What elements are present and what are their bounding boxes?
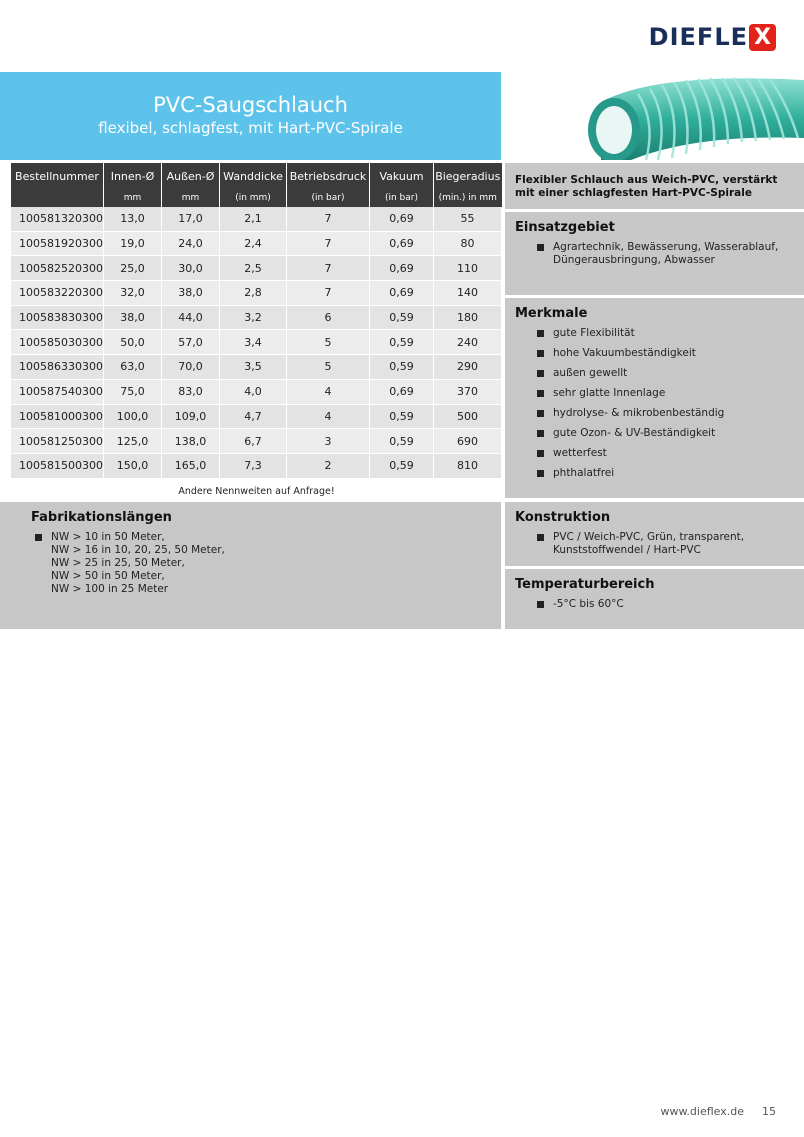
table-cell: 100581500300 (11, 453, 104, 478)
table-cell: 7 (287, 207, 370, 231)
table-cell: 240 (434, 330, 502, 355)
table-cell: 0,69 (370, 231, 434, 256)
table-cell: 100581920300 (11, 231, 104, 256)
table-cell: 100585030300 (11, 330, 104, 355)
intro-text: Flexibler Schlauch aus Weich-PVC, verstärkt mit einer schlagfesten Hart-PVC-Spirale (515, 174, 778, 199)
table-cell: 50,0 (104, 330, 162, 355)
table-cell: 100587540300 (11, 379, 104, 404)
table-cell: 7 (287, 256, 370, 281)
table-cell: 690 (434, 429, 502, 454)
table-cell: 109,0 (162, 404, 220, 429)
table-cell: 44,0 (162, 305, 220, 330)
table-row (11, 256, 502, 281)
table-row (11, 330, 502, 355)
table-cell: 4,7 (220, 404, 287, 429)
table-cell: 2 (287, 453, 370, 478)
table-cell: 7 (287, 231, 370, 256)
column-header: Wanddicke (in mm) (220, 163, 287, 207)
table-cell: 0,69 (370, 379, 434, 404)
intro-panel (505, 163, 804, 209)
table-cell: 100583220300 (11, 281, 104, 306)
green-spiral-hose-image (506, 72, 804, 160)
list-item: phthalatfrei (537, 467, 794, 480)
table-row (11, 453, 502, 478)
einsatz-title: Einsatzgebiet (515, 220, 615, 235)
table-cell: 57,0 (162, 330, 220, 355)
table-cell: 63,0 (104, 355, 162, 380)
column-header: Bestellnummer (11, 163, 104, 207)
fabrikation-title: Fabrikationslängen (31, 510, 172, 525)
table-cell: 38,0 (104, 305, 162, 330)
table-row (11, 231, 502, 256)
table-cell: 3 (287, 429, 370, 454)
table-cell: 7 (287, 281, 370, 306)
list-item: wetterfest (537, 447, 794, 460)
table-cell: 6 (287, 305, 370, 330)
table-cell: 2,5 (220, 256, 287, 281)
table-cell: 0,69 (370, 281, 434, 306)
table-cell: 0,59 (370, 305, 434, 330)
table-row (11, 429, 502, 454)
table-cell: 38,0 (162, 281, 220, 306)
table-cell: 3,5 (220, 355, 287, 380)
column-header: Innen-Ø mm (104, 163, 162, 207)
table-cell: 24,0 (162, 231, 220, 256)
fabrikation-panel (0, 502, 501, 629)
list-item: hydrolyse- & mikrobenbeständig (537, 407, 794, 420)
list-item: -5°C bis 60°C (537, 598, 794, 611)
table-row (11, 281, 502, 306)
table-cell: 25,0 (104, 256, 162, 281)
table-cell: 5 (287, 355, 370, 380)
table-cell: 100,0 (104, 404, 162, 429)
table-row (11, 355, 502, 380)
logo-wordmark: DIEFLE (648, 23, 748, 51)
table-cell: 4 (287, 404, 370, 429)
table-cell: 100581320300 (11, 207, 104, 231)
table-cell: 100586330300 (11, 355, 104, 380)
table-cell: 19,0 (104, 231, 162, 256)
column-header: Biegeradius (min.) in mm (434, 163, 502, 207)
list-item: PVC / Weich-PVC, Grün, transparent, Kunststoffwendel / Hart-PVC (537, 531, 794, 557)
konstruktion-panel (505, 502, 804, 566)
table-cell: 4 (287, 379, 370, 404)
table-cell: 0,59 (370, 429, 434, 454)
table-cell: 83,0 (162, 379, 220, 404)
table-cell: 0,69 (370, 256, 434, 281)
merkmale-list (515, 327, 794, 480)
table-cell: 100583830300 (11, 305, 104, 330)
table-row (11, 404, 502, 429)
list-item: sehr glatte Innenlage (537, 387, 794, 400)
table-row (11, 207, 502, 231)
table-cell: 0,59 (370, 453, 434, 478)
logo-x-icon: X (749, 24, 776, 51)
product-spec-table (11, 163, 502, 479)
table-cell: 2,4 (220, 231, 287, 256)
table-cell: 0,59 (370, 330, 434, 355)
table-cell: 100582520300 (11, 256, 104, 281)
table-cell: 0,59 (370, 355, 434, 380)
table-cell: 125,0 (104, 429, 162, 454)
table-cell: 3,2 (220, 305, 287, 330)
table-cell: 4,0 (220, 379, 287, 404)
einsatz-panel (505, 212, 804, 295)
table-cell: 165,0 (162, 453, 220, 478)
merkmale-panel (505, 298, 804, 498)
table-cell: 6,7 (220, 429, 287, 454)
table-cell: 150,0 (104, 453, 162, 478)
konstruktion-list (515, 531, 794, 557)
table-cell: 75,0 (104, 379, 162, 404)
temperatur-list (515, 598, 794, 611)
product-title-box (0, 72, 501, 160)
product-subtitle: flexibel, schlagfest, mit Hart-PVC-Spirale (98, 119, 403, 137)
column-header: Außen-Ø mm (162, 163, 220, 207)
table-cell: 80 (434, 231, 502, 256)
table-cell: 2,8 (220, 281, 287, 306)
list-item: gute Flexibilität (537, 327, 794, 340)
page-footer (660, 1105, 776, 1118)
page-number: 15 (762, 1105, 776, 1118)
table-row (11, 379, 502, 404)
list-item: außen gewellt (537, 367, 794, 380)
table-cell: 370 (434, 379, 502, 404)
table-cell: 500 (434, 404, 502, 429)
product-title: PVC-Saugschlauch (153, 93, 348, 117)
table-header-row (11, 163, 502, 207)
list-item: NW > 10 in 50 Meter, NW > 16 in 10, 20, 25, 50 Meter, NW > 25 in 25, 50 Meter, NW > 50 in 50 Meter, NW > 100 in 25 Meter (35, 531, 491, 596)
table-note: Andere Nennweiten auf Anfrage! (178, 486, 335, 497)
einsatz-list (515, 241, 794, 267)
table-cell: 138,0 (162, 429, 220, 454)
merkmale-title: Merkmale (515, 306, 588, 321)
table-cell: 13,0 (104, 207, 162, 231)
table-cell: 2,1 (220, 207, 287, 231)
table-cell: 32,0 (104, 281, 162, 306)
table-cell: 180 (434, 305, 502, 330)
table-cell: 290 (434, 355, 502, 380)
table-cell: 7,3 (220, 453, 287, 478)
table-cell: 110 (434, 256, 502, 281)
column-header: Vakuum (in bar) (370, 163, 434, 207)
table-cell: 17,0 (162, 207, 220, 231)
table-body (11, 207, 502, 478)
table-cell: 70,0 (162, 355, 220, 380)
table-cell: 0,59 (370, 404, 434, 429)
table-cell: 5 (287, 330, 370, 355)
table-cell: 3,4 (220, 330, 287, 355)
list-item: Agrartechnik, Bewässerung, Wasserablauf, Düngerausbringung, Abwasser (537, 241, 794, 267)
dieflex-logo (649, 22, 776, 52)
table-cell: 140 (434, 281, 502, 306)
table-row (11, 305, 502, 330)
table-cell: 55 (434, 207, 502, 231)
table-cell: 100581000300 (11, 404, 104, 429)
table-cell: 30,0 (162, 256, 220, 281)
column-header: Betriebsdruck (in bar) (287, 163, 370, 207)
table-cell: 0,69 (370, 207, 434, 231)
konstruktion-title: Konstruktion (515, 510, 611, 525)
list-item: hohe Vakuumbeständigkeit (537, 347, 794, 360)
list-item: gute Ozon- & UV-Beständigkeit (537, 427, 794, 440)
footer-url: www.dieflex.de (660, 1105, 744, 1118)
table-cell: 100581250300 (11, 429, 104, 454)
temperatur-title: Temperaturbereich (515, 577, 655, 592)
table-cell: 810 (434, 453, 502, 478)
temperatur-panel (505, 569, 804, 629)
fabrikation-list (31, 531, 491, 596)
